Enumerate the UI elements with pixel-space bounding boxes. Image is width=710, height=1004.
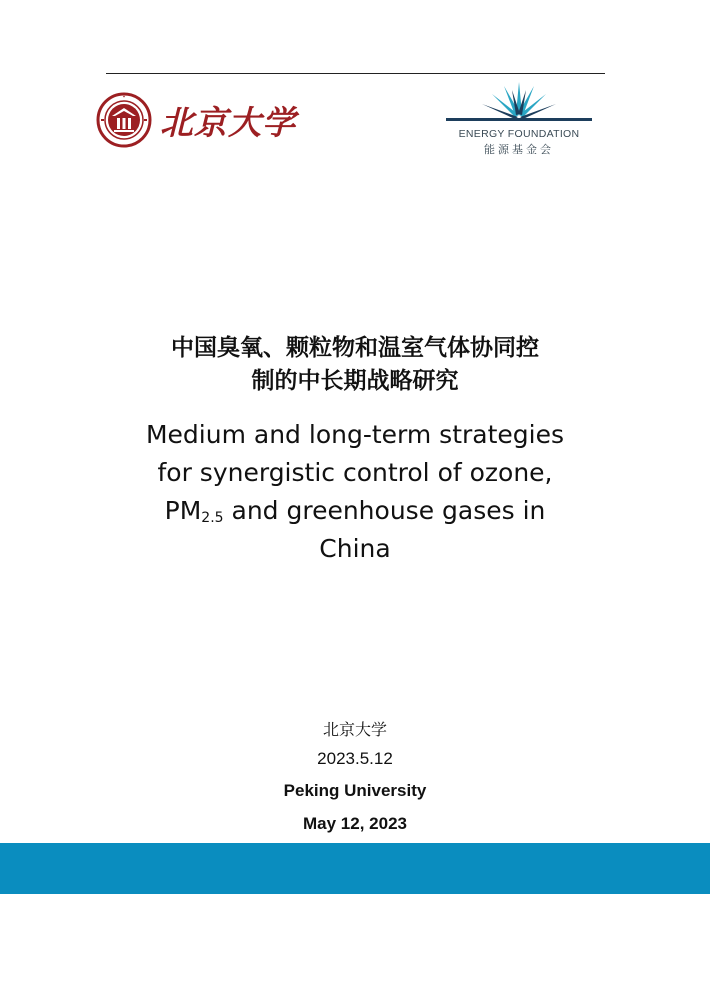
title-en-line4: China	[319, 534, 391, 563]
date-numeric: 2023.5.12	[317, 749, 393, 768]
title-en-line2: for synergistic control of ozone,	[157, 458, 553, 487]
title-cn-line2: 制的中长期战略研究	[251, 368, 459, 394]
title-en	[100, 416, 610, 568]
pku-seal-icon	[96, 92, 152, 148]
title-en-line1: Medium and long-term strategies	[145, 420, 565, 449]
org-name-cn: 北京大学	[322, 720, 387, 739]
energy-foundation-name-en: ENERGY FOUNDATION	[458, 128, 580, 140]
pm-subscript: 2.5	[201, 510, 224, 526]
pku-name: 北京大学	[160, 102, 296, 142]
title-cn-line1: 中国臭氧、颗粒物和温室气体协同控	[171, 335, 539, 361]
pm-text: PM	[164, 496, 202, 525]
date-en: May 12, 2023	[303, 814, 407, 833]
top-divider	[106, 73, 605, 74]
title-en-line3-rest: and greenhouse gases in	[223, 496, 546, 525]
energy-foundation-logo	[444, 80, 594, 157]
org-name-en: Peking University	[283, 781, 427, 800]
energy-foundation-name-cn: 能源基金会	[484, 143, 554, 156]
blue-band	[0, 843, 710, 894]
starburst-icon	[444, 80, 594, 126]
title-en-line3	[100, 492, 610, 530]
pku-logo	[96, 92, 296, 148]
